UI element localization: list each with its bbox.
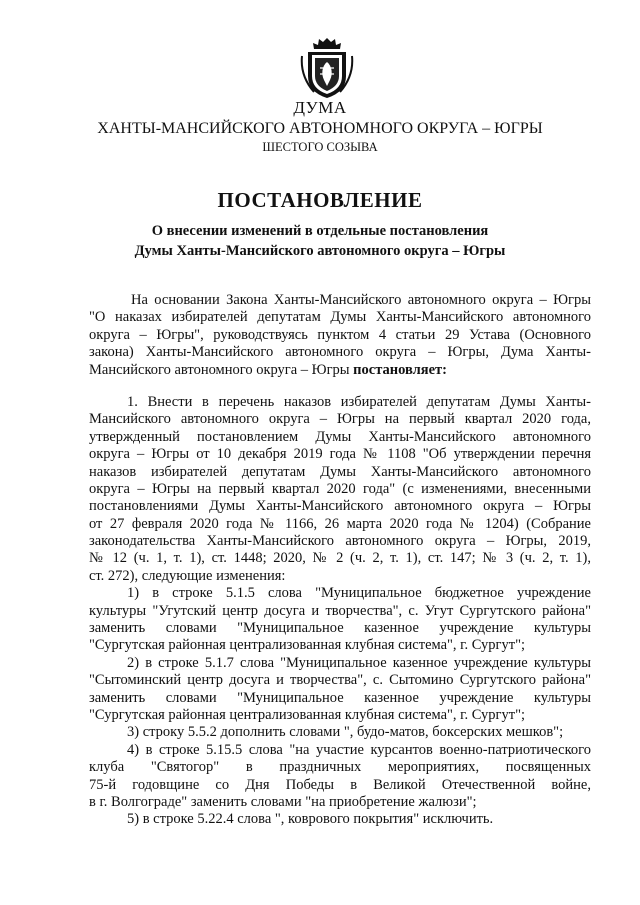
subtitle-line-2: Думы Ханты-Мансийского автономного округа – Югры — [134, 243, 506, 259]
item1-line: 1. Внести в перечень наказов избирателей депутатам Думы Ханты- — [127, 393, 591, 410]
preamble-line: "О наказах избирателей депутатам Думы Ханты-Мансийского автономного — [89, 309, 591, 326]
item1-line: наказов избирателей депутатам Думы Ханты-Мансийского автономного — [89, 463, 591, 480]
coat-of-arms-emblem — [300, 36, 354, 100]
preamble-line: округа – Югры", руководствуясь пунктом 4 статьи 29 Устава (Основного — [89, 326, 591, 343]
duma-heading: ДУМА — [293, 98, 347, 117]
subitem4-line: 75-й годовщине со Дня Победы в Великой Отечественной войне, — [89, 776, 591, 793]
subitem1-line: культуры "Угутский центр досуга и творчества", с. Угут Сургутского района" — [89, 602, 591, 619]
subitem2-line: 2) в строке 5.1.7 слова "Муниципальное казенное учреждение культуры — [127, 654, 591, 671]
item1-line: округа – Югры от 10 декабря 2019 года № 1108 "Об утверждении перечня — [89, 446, 591, 463]
subitem1-line: заменить словами "Муниципальное казенное учреждение культуры — [89, 620, 591, 637]
subitem4-line: в г. Волгограде" заменить словами "на приобретение жалюзи"; — [89, 793, 477, 810]
okrug-heading: ХАНТЫ-МАНСИЙСКОГО АВТОНОМНОГО ОКРУГА – ЮГРЫ — [97, 120, 543, 137]
item1-line: ст. 272), следующие изменения: — [89, 567, 286, 584]
subtitle-line-1: О внесении изменений в отдельные постановления — [151, 223, 489, 239]
subitem3-line: 3) строку 5.5.2 дополнить словами ", будо-матов, боксерских мешков"; — [127, 724, 564, 741]
subitem1-line: "Сургутская районная централизованная клубная система", г. Сургут"; — [89, 637, 526, 654]
document-body — [89, 292, 591, 829]
convocation-heading: ШЕСТОГО СОЗЫВА — [262, 140, 378, 154]
preamble-line — [89, 362, 591, 379]
item1-line: утвержденный постановлением Думы Ханты-Мансийского автономного — [89, 428, 591, 445]
preamble-text: Мансийского автономного округа – Югры — [89, 361, 354, 378]
item1-line: округа – Югры на первый квартал 2020 года" (с изменениями, внесенными — [89, 480, 591, 497]
item1-line: постановлениями Думы Ханты-Мансийского автономного округа – Югры — [89, 498, 591, 515]
document-title: ПОСТАНОВЛЕНИЕ — [217, 188, 423, 212]
item1-line: Мансийского автономного округа – Югры на первый квартал 2020 года, — [89, 411, 591, 428]
subitem4-line: клуба "Святогор" в праздничных мероприятиях, посвященных — [89, 759, 591, 776]
resolves-word: постановляет: — [353, 361, 447, 378]
preamble-line: закона) Ханты-Мансийского автономного округа – Югры, Дума Ханты- — [89, 344, 591, 361]
subitem5-line: 5) в строке 5.22.4 слова ", коврового покрытия" исключить. — [127, 811, 494, 828]
item1-line: законодательства Ханты-Мансийского автономного округа – Югры, 2019, — [89, 533, 591, 550]
subitem2-line: заменить словами "Муниципальное казенное учреждение культуры — [89, 689, 591, 706]
subitem4-line: 4) в строке 5.15.5 слова "на участие курсантов военно-патриотического — [127, 741, 591, 758]
item1-line: от 27 февраля 2020 года № 1166, 26 марта 2020 года № 1204) (Собрание — [89, 515, 591, 532]
preamble-line: На основании Закона Ханты-Мансийского автономного округа – Югры — [131, 292, 591, 308]
item1-line: № 12 (ч. 1, т. 1), ст. 1448; 2020, № 2 (ч. 2, т. 1), ст. 147; № 3 (ч. 2, т. 1), — [89, 550, 591, 567]
subitem2-line: "Сургутская районная централизованная клубная система", г. Сургут"; — [89, 706, 526, 723]
subitem1-line: 1) в строке 5.1.5 слова "Муниципальное бюджетное учреждение — [127, 585, 591, 602]
subitem2-line: "Сытоминский центр досуга и творчества", с. Сытомино Сургутского района" — [89, 672, 591, 689]
